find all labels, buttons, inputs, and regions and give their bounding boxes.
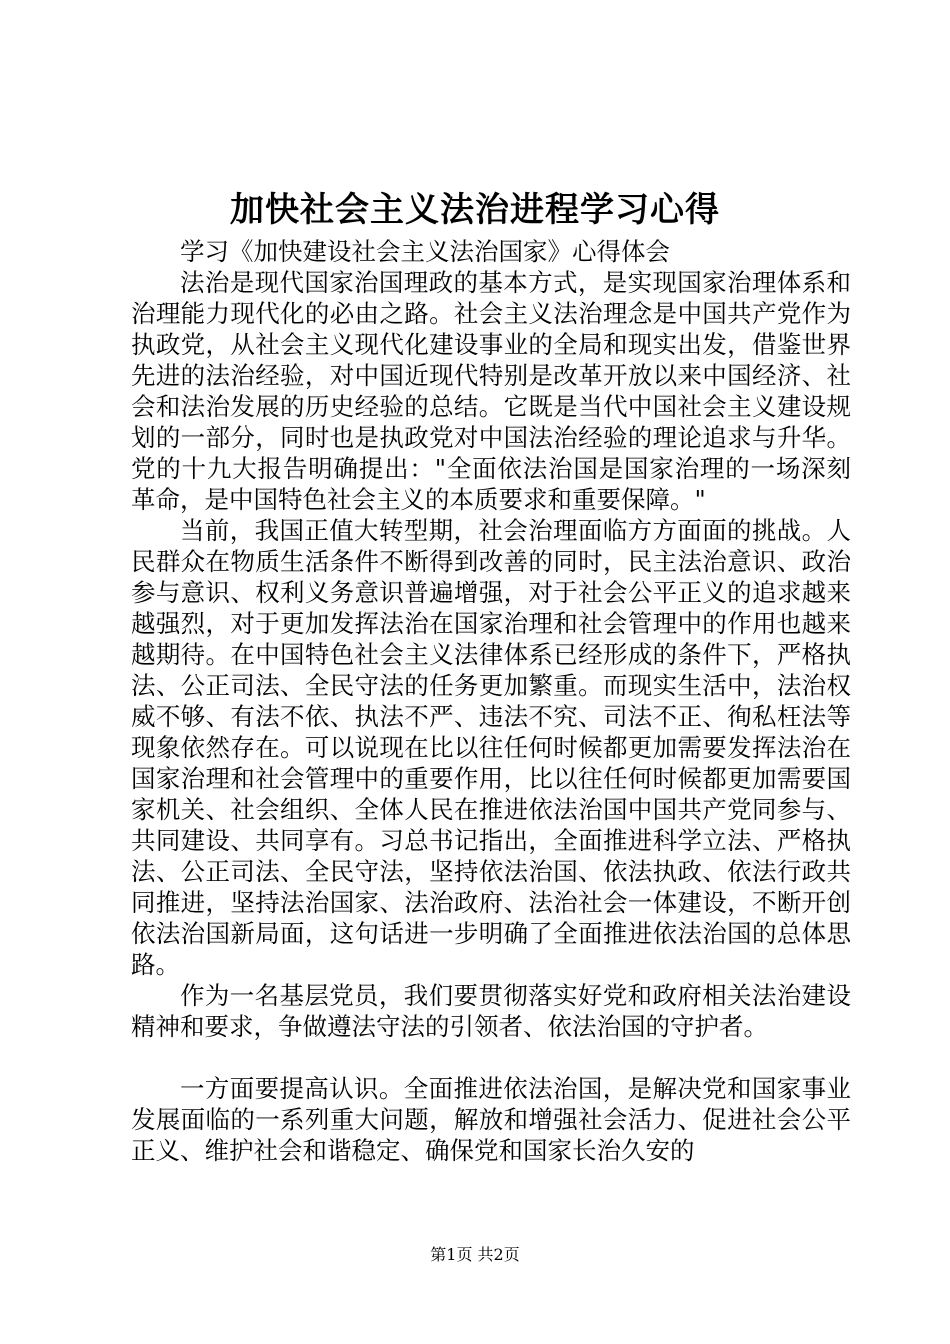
document-title: 加快社会主义法治进程学习心得: [230, 190, 720, 230]
paragraph: 当前，我国正值大转型期，社会治理面临方方面面的挑战。人民群众在物质生活条件不断得到改善的同时，民主法治意识、政治参与意识、权利义务意识普遍增强，对于社会公平正义的追求越来越强烈，对于更加发挥法治在国家治理和社会管理中的作用也越来越期待。在中国特色社会主义法律体系已经形成的条件下，严格执法、公正司法、全民守法的任务更加繁重。而现实生活中，法治权威不够、有法不依、执法不严、违法不究、司法不正、徇私枉法等现象依然存在。可以说现在比以往任何时候都更加需要发挥法治在国家治理和社会管理中的重要作用，比以往任何时候都更加需要国家机关、社会组织、全体人民在推进依法治国中国共产党同参与、共同建设、共同享有。习总书记指出，全面推进科学立法、严格执法、公正司法、全民守法，坚持依法治国、依法执政、依法行政共同推进，坚持法治国家、法治政府、法治社会一体建设，不断开创依法治国新局面，这句话进一步明确了全面推进依法治国的总体思路。: [131, 516, 851, 979]
paragraph: 一方面要提高认识。全面推进依法治国，是解决党和国家事业发展面临的一系列重大问题，解放和增强社会活力、促进社会公平正义、维护社会和谐稳定、确保党和国家长治久安的: [131, 1074, 851, 1165]
paragraph: 法治是现代国家治国理政的基本方式，是实现国家治理体系和治理能力现代化的必由之路。社会主义法治理念是中国共产党作为执政党，从社会主义现代化建设事业的全局和现实出发，借鉴世界先进的法治经验，对中国近现代特别是改革开放以来中国经济、社会和法治发展的历史经验的总结。它既是当代中国社会主义建设规划的一部分，同时也是执政党对中国法治经验的理论追求与升华。党的十九大报告明确提出："全面依法治国是国家治理的一场深刻革命，是中国特色社会主义的本质要求和重要保障。": [131, 268, 851, 514]
document-body: [131, 236, 851, 1166]
paragraph: 作为一名基层党员，我们要贯彻落实好党和政府相关法治建设精神和要求，争做遵法守法的引领者、依法治国的守护者。: [131, 981, 851, 1041]
document-subtitle: 学习《加快建设社会主义法治国家》心得体会: [180, 237, 670, 266]
page-footer: 第1页 共2页: [430, 1245, 520, 1264]
